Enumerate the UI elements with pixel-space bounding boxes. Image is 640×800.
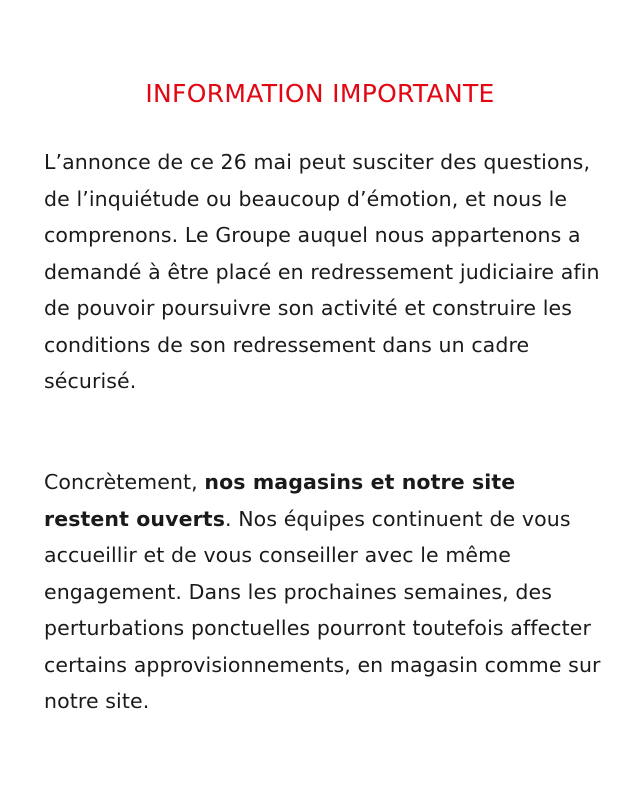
- notice-title: INFORMATION IMPORTANTE: [145, 79, 495, 108]
- notice-paragraph-1: L’annonce de ce 26 mai peut susciter des questions, de l’inquiétude ou beaucoup d’émotion, et nous le comprenons. Le Groupe auquel nous appartenons a demandé à être placé en redressement judiciaire afin de pouvoir poursuivre son activité et construire les conditions de son redressement dans un cadre sécurisé.: [44, 150, 600, 393]
- notice-paragraph-2: [44, 464, 604, 720]
- paragraph-2-rest: . Nos équipes continuent de vous accueillir et de vous conseiller avec le même engagement. Dans les prochaines semaines, des perturbations ponctuelles pourront toutefois affecter certains approvisionnements, en magasin comme sur notre site.: [44, 506, 601, 713]
- paragraph-2-emphasis: nos magasins et notre site restent ouverts: [44, 470, 516, 531]
- paragraph-2-lead: Concrètement,: [44, 470, 205, 494]
